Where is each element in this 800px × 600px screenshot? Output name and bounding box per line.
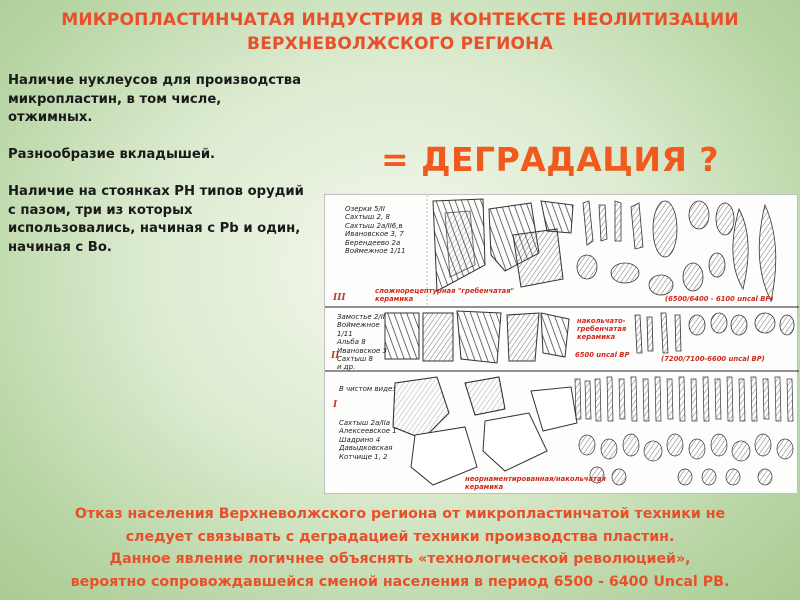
row2-stone-tools xyxy=(635,313,794,353)
row1-header: В чистом виде: xyxy=(339,385,395,393)
row2-roman-numeral: II xyxy=(331,351,340,361)
row2-ceramic-sherds xyxy=(385,311,569,363)
row3-roman-numeral: III xyxy=(333,293,346,303)
row3-ceramic-sherds xyxy=(433,199,573,291)
row1-stone-tools xyxy=(575,377,793,485)
slide-title-line-1: МИКРОПЛАСТИНЧАТАЯ ИНДУСТРИЯ В КОНТЕКСТЕ НЕОЛИТИЗАЦИИ xyxy=(61,10,739,30)
row1-ceramics-label: неорнаментированная/накольчатая керамика xyxy=(465,475,606,491)
row3-stone-tools xyxy=(577,201,776,301)
row2-date-label: (7200/7100-6600 uncal BP) xyxy=(661,355,765,363)
row1-ceramic-sherds xyxy=(393,377,577,485)
row3-site-list: Озерки 5/II Сахтыш 2, 8 Сахтыш 2а/II6,в Ивановское 3, 7 Берендеево 2а Воймежное 1/11 xyxy=(345,205,406,256)
bottom-line-3: Данное явление логичнее объяснять «технологической революцией», xyxy=(109,551,691,567)
slide-title xyxy=(0,8,800,56)
row2-ceramics-label: накольчато- гребенчатая керамика xyxy=(577,317,627,341)
left-paragraph-nuclei: Наличие нуклеусов для производства микропластин, в том числе, отжимных. xyxy=(8,73,301,125)
degradation-heading: = ДЕГРАДАЦИЯ ? xyxy=(380,140,720,179)
artifact-figure xyxy=(324,194,798,494)
row1-site-list: Сахтыш 2а/IIа Алексеевское 1 Шадрино 4 Давыдковская Котчище 1, 2 xyxy=(339,419,397,461)
row1-roman-numeral: I xyxy=(333,400,338,410)
left-paragraph-grooved-tools: Наличие на стоянках РН типов орудий с пазом, три из которых использовались, начиная с Pb и один, начиная с Bo. xyxy=(8,184,304,255)
bottom-line-2: следует связывать с деградацией техники производства пластин. xyxy=(125,528,675,545)
bottom-line-1: Отказ населения Верхневолжского региона от микропластинчатой техники не xyxy=(74,506,726,522)
row3-ceramics-label: сложнорецептурная "гребенчатая" керамика xyxy=(375,287,515,303)
row2-date-small: 6500 uncal BP xyxy=(575,351,630,359)
row3-date-label: (6500/6400 - 6100 uncal BP) xyxy=(665,295,774,303)
slide-title-line-2: ВЕРХНЕВОЛЖСКОГО РЕГИОНА xyxy=(247,34,553,54)
row2-site-list: Замостье 2/II Воймежное 1/11 Альба 8 Ивановское 3 Сахтыш 8 и др. xyxy=(337,313,387,372)
left-text-block xyxy=(8,72,308,276)
bottom-conclusion xyxy=(0,503,800,593)
bottom-line-4: вероятно сопровождавшейся сменой населения в период 6500 - 6400 Uncal PB. xyxy=(70,573,730,590)
left-paragraph-inserts: Разнообразие вкладышей. xyxy=(8,147,216,162)
